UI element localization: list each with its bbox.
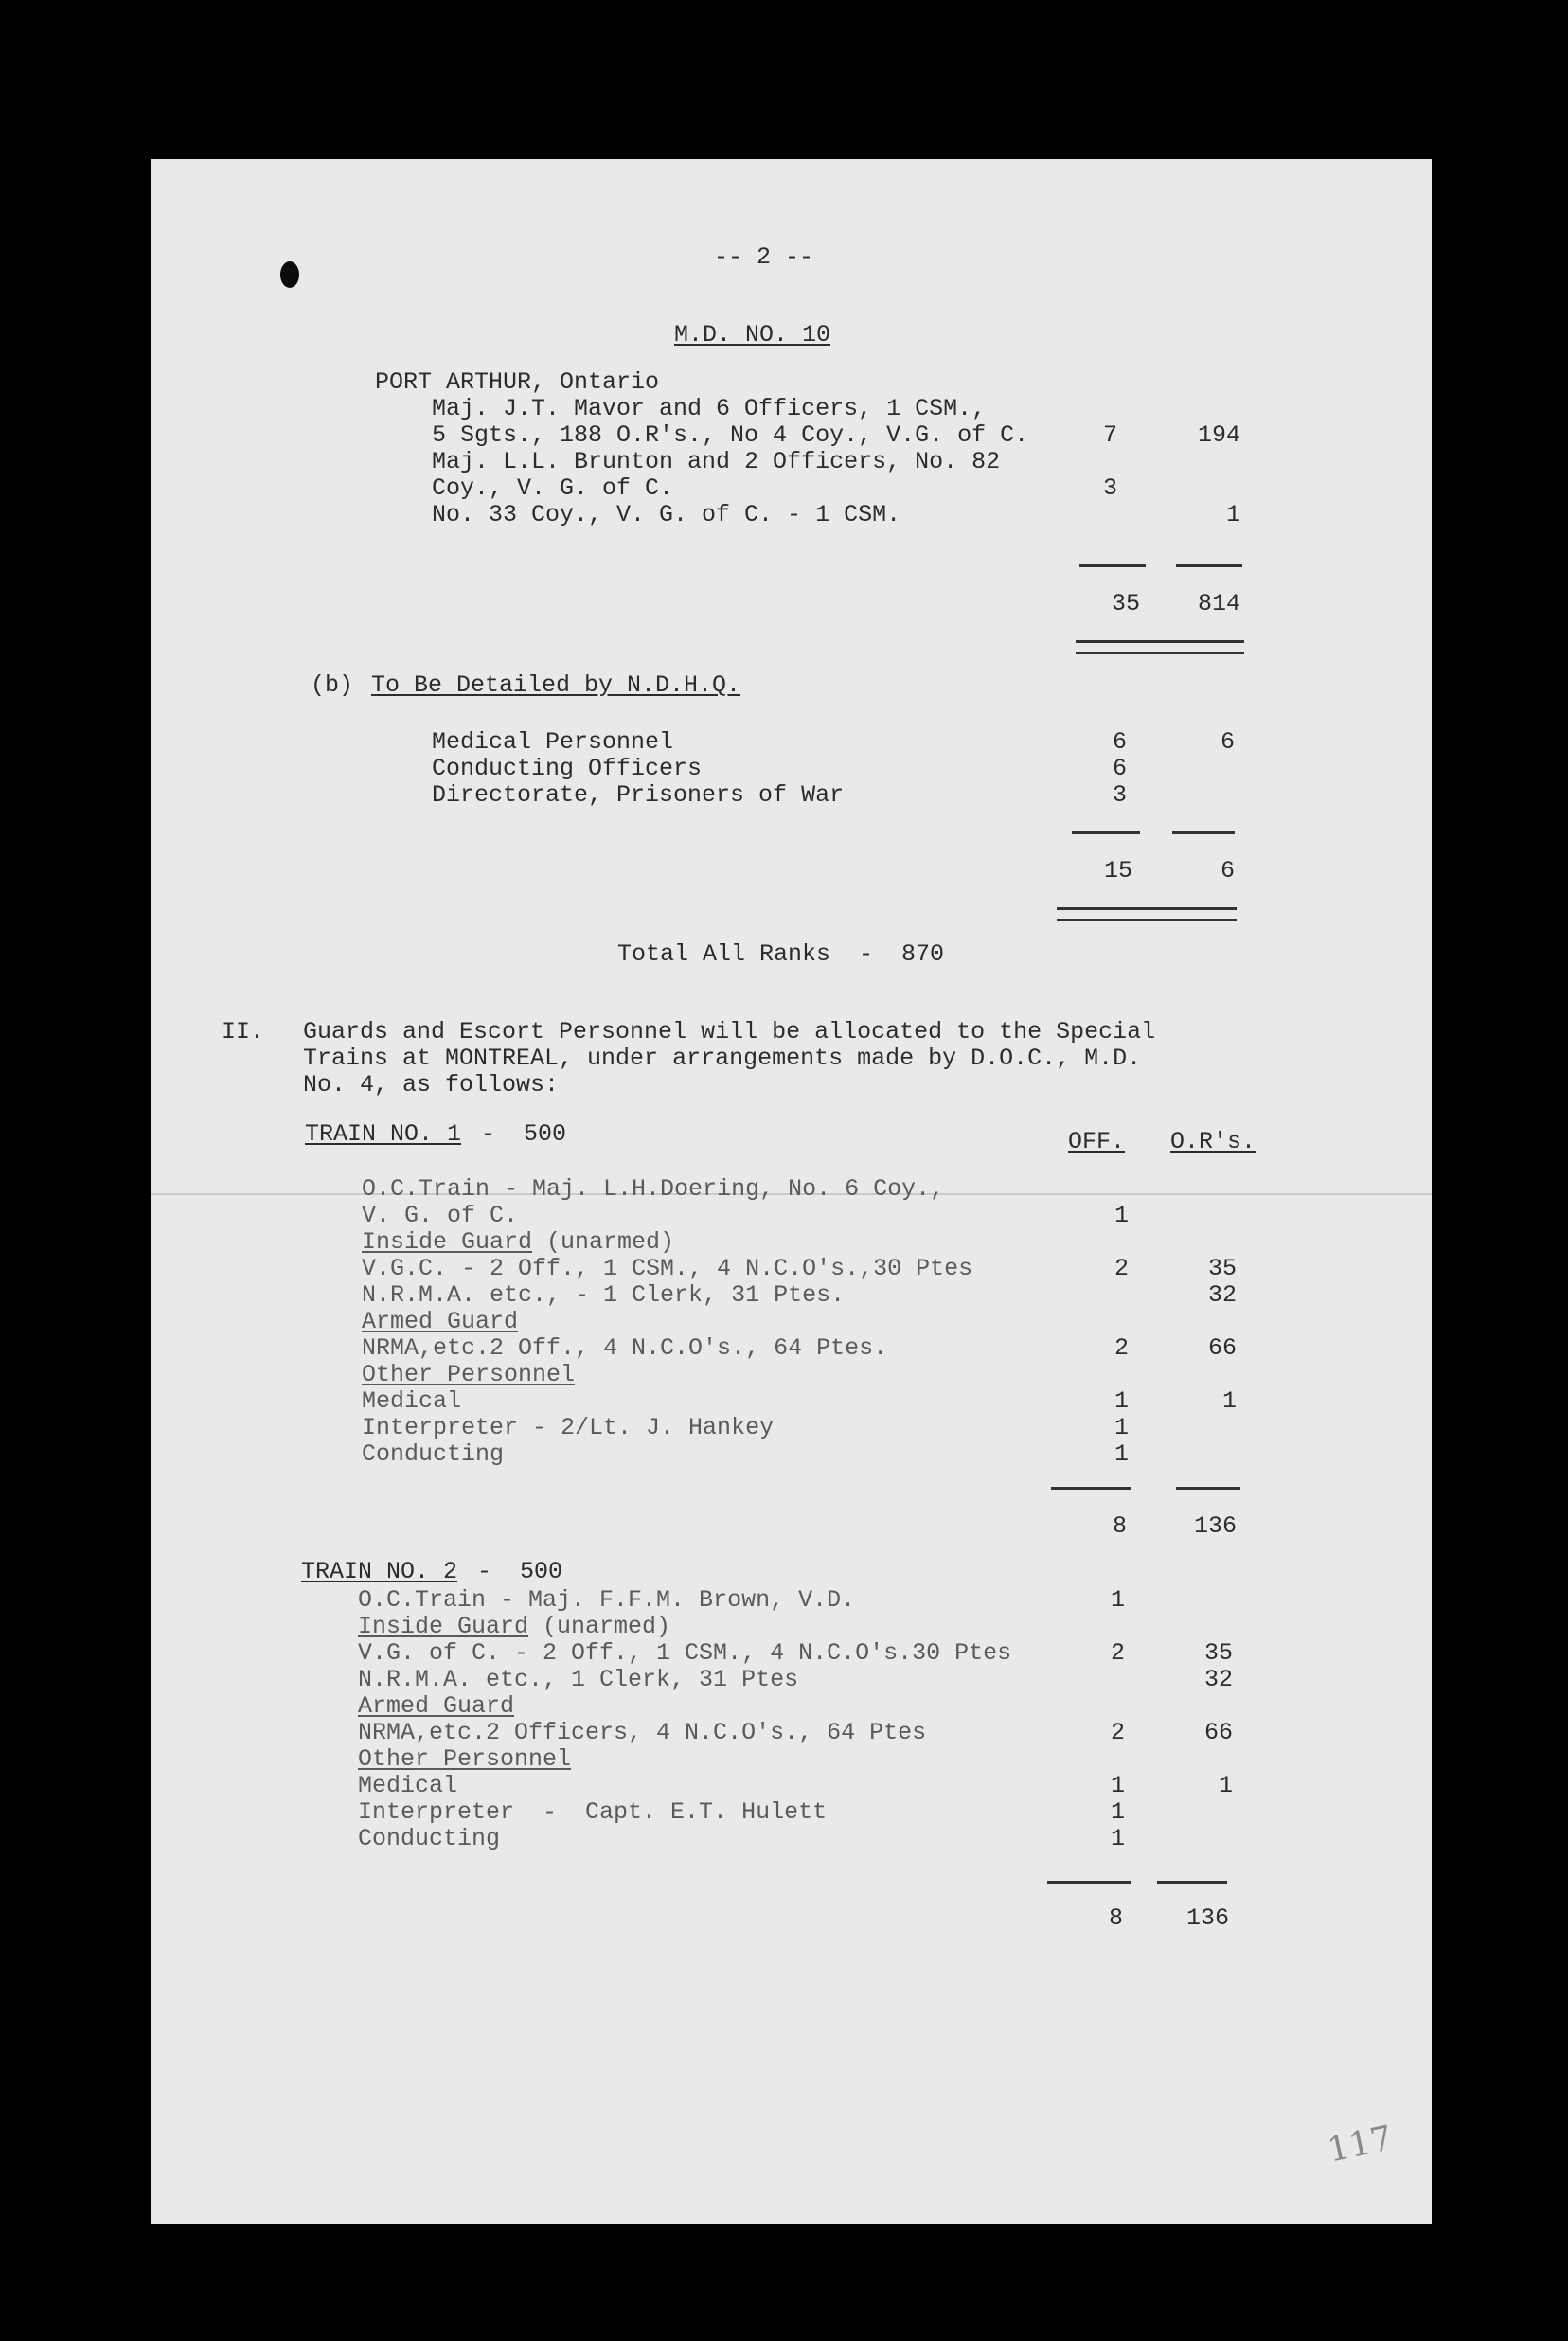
port-arthur-line-text: 5 Sgts., 188 O.R's., No 4 Coy., V.G. of C. — [432, 421, 1029, 449]
document-page — [151, 159, 1432, 2224]
train-1-line-off: 2 — [1114, 1334, 1129, 1362]
train-1-line-text: Conducting — [362, 1440, 505, 1468]
folio-mark: 117 — [1324, 2118, 1397, 2171]
train-1-line-off: 2 — [1114, 1255, 1129, 1282]
section-b-line-text: Conducting Officers — [432, 755, 703, 782]
train-1-line-off: 1 — [1114, 1387, 1129, 1415]
train-2-line-text: Interpreter - Capt. E.T. Hulett — [358, 1798, 828, 1826]
train-1-line-off: 1 — [1114, 1202, 1129, 1229]
train-2-line-text: Medical — [358, 1772, 458, 1799]
subtotal-rule — [1072, 831, 1140, 834]
train-2-line-note: (unarmed) — [528, 1613, 671, 1640]
train-2-line-text: V.G. of C. - 2 Off., 1 CSM., 4 N.C.O's.30 Ptes — [358, 1639, 1012, 1667]
train-1-total-ors: 136 — [1193, 1512, 1237, 1540]
train-2-line-text: Other Personnel — [358, 1745, 572, 1773]
train-1-line-off: 1 — [1114, 1414, 1129, 1441]
train-1-line-text: V.G.C. - 2 Off., 1 CSM., 4 N.C.O's.,30 Ptes — [362, 1255, 973, 1282]
train-2-line-text: Conducting — [358, 1825, 501, 1852]
port-arthur-line-off: 7 — [1102, 421, 1117, 449]
train-2-title: TRAIN NO. 2 — [301, 1558, 458, 1585]
train-2-line-ors: 32 — [1203, 1666, 1233, 1693]
train-1-line-text: Medical — [362, 1387, 462, 1415]
train-1-line-text: Other Personnel — [362, 1361, 576, 1388]
punch-hole — [280, 261, 299, 288]
column-header-ors: O.R's. — [1170, 1128, 1256, 1155]
train-1-line-text: O.C.Train - Maj. L.H.Doering, No. 6 Coy., — [362, 1175, 945, 1203]
subtotal-rule — [1051, 1487, 1131, 1490]
port-arthur-line-ors: 1 — [1225, 501, 1240, 528]
train-2-line-text: Armed Guard — [358, 1692, 515, 1720]
subtotal-rule — [1172, 831, 1235, 834]
train-1-line-text: NRMA,etc.2 Off., 4 N.C.O's., 64 Ptes. — [362, 1334, 888, 1362]
section-b-line-off: 6 — [1112, 755, 1127, 782]
subtotal-rule — [1047, 1881, 1131, 1884]
train-2-line-text: N.R.M.A. etc., 1 Clerk, 31 Ptes — [358, 1666, 799, 1693]
section-b-label: (b) — [311, 671, 354, 699]
grand-total: Total All Ranks - 870 — [617, 940, 945, 968]
train-2-line-ors: 1 — [1218, 1772, 1233, 1799]
district-heading: M.D. NO. 10 — [674, 321, 831, 348]
train-2-count: - 500 — [477, 1558, 563, 1585]
total-double-rule — [1076, 640, 1244, 654]
section-b-total-ors: 6 — [1220, 857, 1235, 885]
total-double-rule — [1057, 907, 1237, 921]
train-2-line-text: Inside Guard — [358, 1613, 529, 1640]
train-1-line-text: V. G. of C. — [362, 1202, 519, 1229]
train-2-total-off: 8 — [1108, 1904, 1123, 1932]
train-2-line-off: 2 — [1110, 1719, 1125, 1746]
train-2-line-ors: 66 — [1203, 1719, 1233, 1746]
train-1-line-ors: 32 — [1207, 1281, 1237, 1309]
section-b-heading: To Be Detailed by N.D.H.Q. — [371, 671, 741, 699]
train-2-line-text: NRMA,etc.2 Officers, 4 N.C.O's., 64 Ptes — [358, 1719, 927, 1746]
train-2-line-off: 1 — [1110, 1772, 1125, 1799]
column-header-off: OFF. — [1068, 1128, 1126, 1155]
train-1-line-off: 1 — [1114, 1440, 1129, 1468]
section-ii-numeral: II. — [222, 1018, 265, 1045]
section-ii-line: No. 4, as follows: — [303, 1071, 560, 1099]
section-b-line-text: Directorate, Prisoners of War — [432, 781, 845, 809]
train-1-title: TRAIN NO. 1 — [305, 1120, 462, 1148]
train-1-line-text: Armed Guard — [362, 1308, 519, 1335]
train-1-total-off: 8 — [1112, 1512, 1127, 1540]
train-2-line-off: 1 — [1110, 1825, 1125, 1852]
port-arthur-line-ors: 194 — [1197, 421, 1240, 449]
port-arthur-line-text: Maj. L.L. Brunton and 2 Officers, No. 82 — [432, 448, 1001, 475]
section-ii-line: Trains at MONTREAL, under arrangements made by D.O.C., M.D. — [303, 1045, 1142, 1072]
port-arthur-total-ors: 814 — [1197, 590, 1240, 617]
port-arthur-line-text: No. 33 Coy., V. G. of C. - 1 CSM. — [432, 501, 901, 528]
subtotal-rule — [1176, 564, 1242, 567]
train-2-line-text: O.C.Train - Maj. F.F.M. Brown, V.D. — [358, 1586, 856, 1614]
train-1-line-text: Interpreter - 2/Lt. J. Hankey — [362, 1414, 775, 1441]
port-arthur-place: PORT ARTHUR, Ontario — [375, 368, 660, 396]
subtotal-rule — [1079, 564, 1146, 567]
subtotal-rule — [1157, 1881, 1227, 1884]
section-b-line-off: 3 — [1112, 781, 1127, 809]
port-arthur-line-off: 3 — [1102, 474, 1117, 502]
section-b-total-off: 15 — [1103, 857, 1132, 885]
section-b-line-ors: 6 — [1220, 728, 1235, 756]
port-arthur-total-off: 35 — [1111, 590, 1140, 617]
train-2-line-ors: 35 — [1203, 1639, 1233, 1667]
train-1-line-ors: 1 — [1221, 1387, 1237, 1415]
train-1-line-text: Inside Guard — [362, 1228, 533, 1256]
train-1-line-ors: 35 — [1207, 1255, 1237, 1282]
section-ii-line: Guards and Escort Personnel will be allocated to the Special — [303, 1018, 1156, 1045]
train-1-line-ors: 66 — [1207, 1334, 1237, 1362]
train-2-line-off: 1 — [1110, 1586, 1125, 1614]
train-2-line-off: 1 — [1110, 1798, 1125, 1826]
port-arthur-line-text: Coy., V. G. of C. — [432, 474, 674, 502]
train-1-count: - 500 — [481, 1120, 567, 1148]
train-2-line-off: 2 — [1110, 1639, 1125, 1667]
subtotal-rule — [1176, 1487, 1240, 1490]
train-1-line-text: N.R.M.A. etc., - 1 Clerk, 31 Ptes. — [362, 1281, 846, 1309]
section-b-line-text: Medical Personnel — [432, 728, 674, 756]
page-number: -- 2 -- — [714, 243, 814, 271]
train-1-line-note: (unarmed) — [532, 1228, 675, 1256]
train-2-total-ors: 136 — [1185, 1904, 1229, 1932]
section-b-line-off: 6 — [1112, 728, 1127, 756]
port-arthur-line-text: Maj. J.T. Mavor and 6 Officers, 1 CSM., — [432, 395, 987, 422]
